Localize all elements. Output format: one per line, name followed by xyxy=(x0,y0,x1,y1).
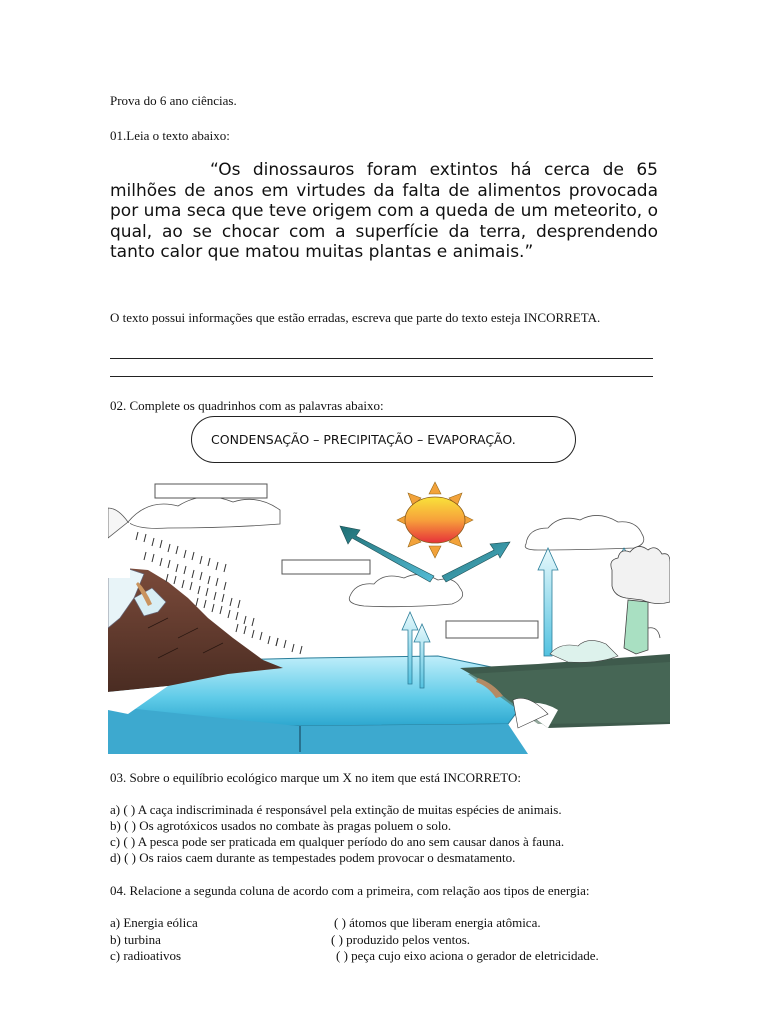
word-bank-text: CONDENSAÇÃO – PRECIPITAÇÃO – EVAPORAÇÃO. xyxy=(211,432,516,447)
question-3-option-a[interactable]: a) ( ) A caça indiscriminada é responsável pela extinção de muitas espécies de animais. xyxy=(110,802,562,817)
question-3-label: 03. Sobre o equilíbrio ecológico marque um X no item que está INCORRETO: xyxy=(110,770,521,785)
answer-line-1[interactable] xyxy=(110,358,653,359)
water-cycle-diagram xyxy=(108,478,670,754)
question-3-option-c[interactable]: c) ( ) A pesca pode ser praticada em qualquer período do ano sem causar danos à fauna. xyxy=(110,834,565,849)
question-4-left-c: c) radioativos xyxy=(110,948,182,963)
label-box-1[interactable] xyxy=(155,484,267,498)
question-3-option-b[interactable]: b) ( ) Os agrotóxicos usados no combate às pragas poluem o solo. xyxy=(110,818,452,833)
label-box-3[interactable] xyxy=(446,621,538,638)
answer-line-2[interactable] xyxy=(110,376,653,377)
question-4-right-3[interactable]: ( ) peça cujo eixo aciona o gerador de eletricidade. xyxy=(336,948,599,963)
question-4-right-1[interactable]: ( ) átomos que liberam energia atômica. xyxy=(334,915,541,930)
question-4-right-2[interactable]: ( ) produzido pelos ventos. xyxy=(331,932,471,947)
question-4-label: 04. Relacione a segunda coluna de acordo com a primeira, com relação aos tipos de energia: xyxy=(110,883,590,898)
question-2-label: 02. Complete os quadrinhos com as palavras abaixo: xyxy=(110,398,384,413)
tree xyxy=(550,546,670,662)
label-box-2[interactable] xyxy=(282,560,370,574)
question-1-instruction: O texto possui informações que estão erradas, escreva que parte do texto esteja INCORRETA. xyxy=(110,310,601,325)
sun xyxy=(397,482,473,558)
page-title: Prova do 6 ano ciências. xyxy=(110,93,237,108)
word-bank-box xyxy=(191,416,576,463)
question-3-option-d[interactable]: d) ( ) Os raios caem durante as tempestades podem provocar o desmatamento. xyxy=(110,850,516,865)
question-1-quote: “Os dinossauros foram extintos há cerca de 65 milhões de anos em virtudes da falta de alimentos provocada por uma seca que teve origem com a queda de um meteorito, o qual, ao se chocar com a superfície da terra, desprendendo tanto calor que matou muitas plantas e animais.” xyxy=(110,160,658,262)
question-1-label: 01.Leia o texto abaixo: xyxy=(110,128,230,143)
question-4-left-b: b) turbina xyxy=(110,932,161,947)
question-4-left-a: a) Energia eólica xyxy=(110,915,198,930)
